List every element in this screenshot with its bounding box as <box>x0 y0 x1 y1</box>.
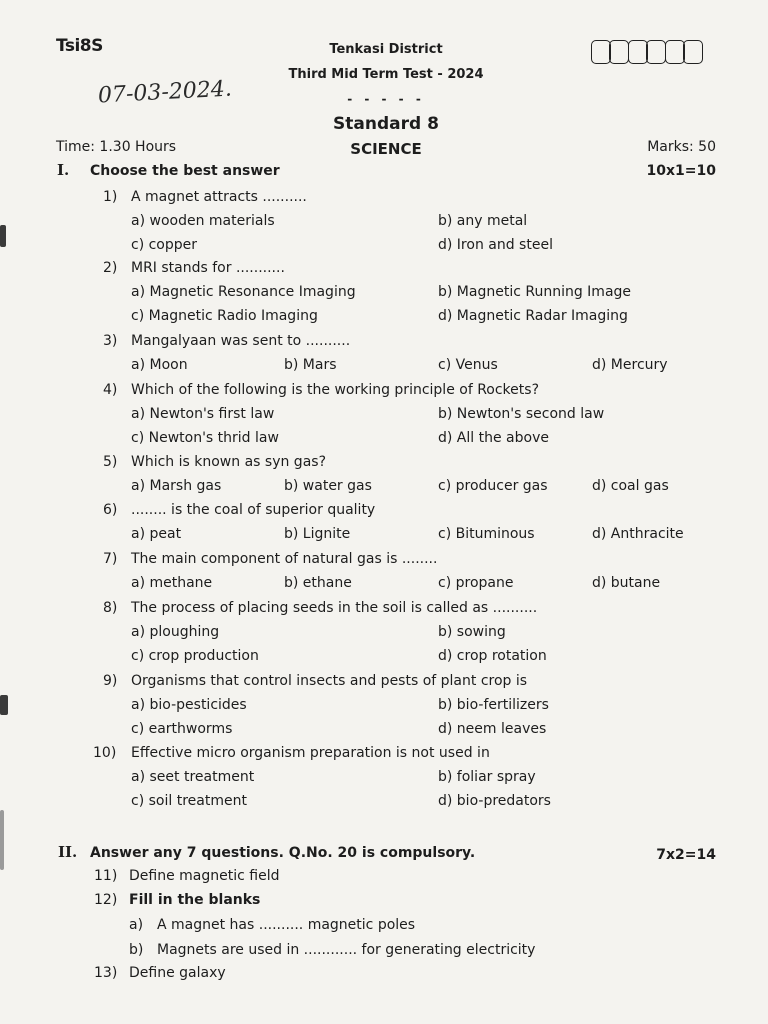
answer-option: c) Magnetic Radio Imaging <box>131 308 318 324</box>
question-text: Which is known as syn gas? <box>131 454 326 470</box>
question-text: ........ is the coal of superior quality <box>131 502 376 518</box>
answer-option: d) Mercury <box>592 357 668 373</box>
answer-option: c) Newton's thrid law <box>131 430 279 446</box>
answer-option: d) Magnetic Radar Imaging <box>438 308 628 324</box>
margin-mark <box>0 225 6 247</box>
answer-option: c) crop production <box>131 648 259 664</box>
paper-code: Tsi8S <box>56 36 103 56</box>
answer-option: d) neem leaves <box>438 721 547 737</box>
answer-option: a) peat <box>131 526 182 542</box>
question-number: 9) <box>103 673 118 689</box>
register-box[interactable] <box>665 40 685 64</box>
answer-option: d) All the above <box>438 430 549 446</box>
answer-option: c) soil treatment <box>131 793 247 809</box>
blank-label: b) <box>129 942 144 958</box>
question-text: MRI stands for ........... <box>131 260 285 276</box>
answer-option: a) Moon <box>131 357 188 373</box>
answer-option: b) sowing <box>438 624 506 640</box>
answer-option: b) Lignite <box>284 526 351 542</box>
question-number: 13) <box>94 965 118 981</box>
question-text: Define magnetic field <box>129 868 280 884</box>
section-1-marks: 10x1=10 <box>646 163 716 179</box>
question-number: 6) <box>103 502 118 518</box>
section-2-number: II. <box>58 843 78 861</box>
register-box[interactable] <box>609 40 629 64</box>
district-title: Tenkasi District <box>329 42 443 57</box>
register-box[interactable] <box>683 40 703 64</box>
answer-option: d) coal gas <box>592 478 669 494</box>
question-text: Which of the following is the working principle of Rockets? <box>131 382 539 398</box>
section-2-marks: 7x2=14 <box>656 847 716 863</box>
answer-option: d) crop rotation <box>438 648 547 664</box>
answer-option: a) ploughing <box>131 624 220 640</box>
question-number: 1) <box>103 189 118 205</box>
question-number: 2) <box>103 260 118 276</box>
answer-option: d) butane <box>592 575 661 591</box>
section-1-number: I. <box>57 161 70 179</box>
register-number-boxes <box>592 40 703 64</box>
answer-option: a) Marsh gas <box>131 478 222 494</box>
blank-label: a) <box>129 917 144 933</box>
question-number: 5) <box>103 454 118 470</box>
question-text: Organisms that control insects and pests of plant crop is <box>131 673 528 689</box>
answer-option: c) propane <box>438 575 514 591</box>
question-number: 10) <box>93 745 117 761</box>
blank-text: A magnet has .......... magnetic poles <box>157 917 416 933</box>
question-number: 8) <box>103 600 118 616</box>
answer-option: d) bio-predators <box>438 793 551 809</box>
answer-option: c) copper <box>131 237 198 253</box>
section-2-title: Answer any 7 questions. Q.No. 20 is compulsory. <box>90 845 476 861</box>
question-number: 11) <box>94 868 118 884</box>
question-text: Fill in the blanks <box>129 892 261 908</box>
answer-option: c) Bituminous <box>438 526 535 542</box>
answer-option: a) Magnetic Resonance Imaging <box>131 284 356 300</box>
answer-option: b) bio-fertilizers <box>438 697 549 713</box>
answer-option: b) ethane <box>284 575 352 591</box>
answer-option: b) foliar spray <box>438 769 536 785</box>
answer-option: c) producer gas <box>438 478 548 494</box>
answer-option: a) Newton's first law <box>131 406 275 422</box>
answer-option: c) earthworms <box>131 721 233 737</box>
answer-option: c) Venus <box>438 357 498 373</box>
answer-option: b) Magnetic Running Image <box>438 284 632 300</box>
question-text: The main component of natural gas is ........ <box>131 551 438 567</box>
register-box[interactable] <box>646 40 666 64</box>
question-text: A magnet attracts .......... <box>131 189 307 205</box>
question-number: 7) <box>103 551 118 567</box>
question-text: Mangalyaan was sent to .......... <box>131 333 351 349</box>
answer-option: a) wooden materials <box>131 213 275 229</box>
question-number: 12) <box>94 892 118 908</box>
standard-title: Standard 8 <box>333 114 439 134</box>
answer-option: b) Mars <box>284 357 337 373</box>
question-text: The process of placing seeds in the soil is called as .......... <box>131 600 538 616</box>
question-text: Define galaxy <box>129 965 226 981</box>
answer-option: d) Anthracite <box>592 526 684 542</box>
question-number: 3) <box>103 333 118 349</box>
exam-marks: Marks: 50 <box>647 139 716 155</box>
handwritten-date: 07-03-2024. <box>97 76 233 109</box>
answer-option: a) seet treatment <box>131 769 255 785</box>
register-box[interactable] <box>591 40 611 64</box>
answer-option: a) bio-pesticides <box>131 697 247 713</box>
answer-option: d) Iron and steel <box>438 237 553 253</box>
section-1-title: Choose the best answer <box>90 163 280 179</box>
margin-mark <box>0 695 8 715</box>
question-number: 4) <box>103 382 118 398</box>
answer-option: a) methane <box>131 575 213 591</box>
answer-option: b) Newton's second law <box>438 406 605 422</box>
test-title: Third Mid Term Test - 2024 <box>288 67 484 82</box>
answer-option: b) any metal <box>438 213 528 229</box>
header-dashes: - - - - - <box>347 92 425 106</box>
answer-option: b) water gas <box>284 478 372 494</box>
exam-time: Time: 1.30 Hours <box>56 139 177 155</box>
margin-mark <box>0 810 4 870</box>
question-text: Effective micro organism preparation is not used in <box>131 745 490 761</box>
register-box[interactable] <box>628 40 648 64</box>
blank-text: Magnets are used in ............ for generating electricity <box>157 942 536 958</box>
subject-title: SCIENCE <box>350 140 422 158</box>
